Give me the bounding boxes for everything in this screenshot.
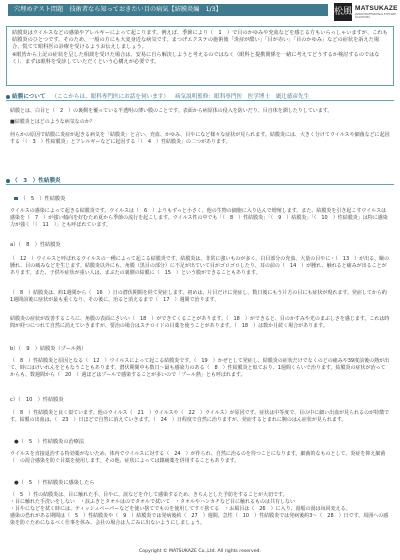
section-title: （ 3 ）性結膜炎 <box>12 178 61 184</box>
section-heading-infectious <box>6 176 61 184</box>
section-dot-icon <box>6 95 10 99</box>
subheading-treatment: ●（ 5 ）性結膜炎の治療法 <box>14 439 85 445</box>
list-item: ・目やになどを拭く時には、ティッシュペーパーなどを使い捨てでものを使用してすぐ捨てる ・お風呂は（ 26 ）に入り、湯船の湯は毎回変える。 <box>10 506 351 512</box>
subheading-a: a）（ 8 ）性結膜炎 <box>10 242 61 248</box>
paragraph: （ 5 ）性の結膜炎は、目に触れた手、目やに、涙などを介して感染するため、きちんとした予防をすることが大切です。 <box>10 492 288 498</box>
viral-intro: ウイルスの感染によって起きる結膜炎です。ウイルスは（ 6 ）よりもずっと小さく、他の生物の細胞に入り込んで増殖します。また、結膜炎を引き起こすウイルスは感染を（ 7 ）が強い傾向を好むため夏から季節の流行を起こします。ウイルス性の中でも「（ 8 ）性結膜炎」「（ 9 ）結膜炎」「（ 10 ）性結膜炎」は特に感染力が強く「（ 11 ）」とも呼ばれています。 <box>10 208 388 228</box>
paragraph-b1: （ 8 ）性結膜炎と原因となる（ 12 ）ウイルスによって起こる結膜炎です。（ 19 ）かぜとして発症し、結膜炎の症状だけでなくのどの痛みや39度前後の熱が出て、時にはけいれんをともなうこともあります。潜伏期間中も数日〜最も感染力のある（ 8 ）性結膜炎と似ており、1週間くらいで治ります。結膜炎の症状が治ってからも、数週間から（ 20 ）週ほどはプールで感染することが多いので「プール熱」とも呼ばれます。 <box>10 358 390 378</box>
footer-copyright: Copyright © MATSUKAZE Co.,Ltd. All rights reserved. <box>139 549 261 554</box>
brand-name: MATSUKAZE <box>355 5 398 12</box>
brand-subtitle: JAPAN PROFESSIONAL EYECARE SOLUTIONS <box>355 13 396 20</box>
intro-paragraph: 結膜炎はウイルスなどの感染やアレルギーによって起こります。例えば、季節により（ 1 ）で目のかゆみや充血などを感じる方もいらっしゃいますが、これも結膜炎のひとつです。そのため、一般の方にも大変身近な病気です。まつげエクステの施術後「炎症が酷い」「目が赤い」「目のかゆみ」などの症状を訴えた場合、慌てて眼科医の診療を受けるようお伝えしましょう。 <box>12 30 388 50</box>
page-title: 穴埋めテスト問題 技術者なら知っておきたい目の病気【結膜炎編 1/3】 <box>8 4 328 16</box>
paragraph-a3: 結膜炎の症状が改善するころに、角膜の表面にさいい（ 18 ）ができてくることがあります。（ 18 ）ができると、目のかすみや光のまぶしさを感じます。これは時間が経つにつれて自然に消えていきますが、要治の場合はステロイドの目薬を使うことがあります。（ 18 ）は数か月続く場合があります。 <box>10 316 390 329</box>
paragraph: 感染の恐れがある期間は（ 5 ）性結膜炎や（ 9 ）結膜炎では発病後約（ 27 ）週間、急性（ 10 ）性結膜炎では発病後約3〜（ 28 ）日です。周囲への感染を防ぐためになるべく仕事を休み、会社の場合は人ごみに出ないようにしましょう。 <box>10 513 389 526</box>
square-bullet-icon <box>14 197 18 201</box>
section-title: 結膜について <box>12 94 46 100</box>
brand-logo: 松風 <box>334 3 352 21</box>
section-doctor: 病気説明監修：眼科専門医 医学博士 廣辻徳彦先生 <box>174 94 310 100</box>
section-divider <box>6 184 394 185</box>
list-item: ・目に触れた手洗いをしない ・涙ふきとタオルはのでタオルで拭いて ・タオルやハンカチなど目に触れるものは共有しない <box>10 499 296 505</box>
paragraph: 結膜とは、白目と（ 2 ）の裏側を覆っている半透明の薄い膜のことです。表面から病原体の侵入を防いだり、目自体を潤したりしています。 <box>10 108 333 114</box>
question-heading: ■結膜炎とはどのような病気なのか？ <box>10 119 95 125</box>
intro-note: ※眼皆から上記の症状を呈した相談を受けた場合は、安易に自ら解決しようと考えるのではなく（眼科と提携関係を一緒に考えてどうするか検討するのではなく）、まずは眼科を受診していただくという心構えが必要です。 <box>12 52 380 65</box>
subheading-viral <box>14 195 65 202</box>
prevention-text <box>10 492 390 527</box>
subheading-c: c）（ 10 ）性結膜炎 <box>10 397 64 403</box>
paragraph-a2: （ 8 ）結膜炎は、約1週間から（ 16 ）日の潜伏期間を経て発症します。初めは、片目だけに発症し、数日後にもう片方の目にも症状が現れます。発症してから約1週間前後に症状が最も重くなり、その後に、治ると消えるまで（ 17 ）週間で治ります。 <box>10 290 387 303</box>
paragraph-treatment: ウイルスを直接退治する特効薬がないため、体内でウイルスに対する（ 24 ）が作られ、自然に治るのを待つことになります。細菌的なものとして、炎症を抑え細菌（ の混合感染を防ぐ目薬を使用します。その他、症状によっては鎮痛薬を併用することもあります。 <box>10 451 386 464</box>
section-note: （ここからは、眼科専門医にお話を伺います） <box>51 94 169 100</box>
intro-box <box>6 26 394 86</box>
subheading-prevention: ●（ 5 ）性結膜炎に感染したら <box>14 480 95 486</box>
conjunctiva-text <box>10 108 390 146</box>
paragraph: 何らかの原因で結膜に炎症が起きる病気を「結膜炎」と言い、充血、かゆみ、目やになど様々な症状が見られます。結膜炎には、大きく分けてウイルスや細菌などに起因する「（ 3 ）性結膜炎」とアレルギーなどに起因する「（ 4 ）性結膜炎」の二つがあります。 <box>10 132 390 145</box>
subheading-b: b）（ 9 ）結膜炎（プール熱） <box>10 346 87 352</box>
paragraph-c1: （ 8 ）性結膜炎と良く似ています。他のウイルス（ 21 ）ウイルスや（ 22 ）ウイルス）が原因です。症状は中等度で、目の中に細い出血が見られるのが特徴です。結膜の出血は、（ 23 ）日ほどで自然に消えていきます。（ 24 ）日程度で自然に治りますが、発症するとまれに腕のはん症状が見られます。 <box>10 410 390 423</box>
section-divider <box>6 100 394 101</box>
subheading-text: （ 5 ）性結膜炎 <box>20 196 66 202</box>
section-heading-conjunctiva <box>6 92 309 100</box>
paragraph-a1: （ 12 ）ウイルスと呼ばれるウイルスの一種によって起こる結膜炎です。結膜炎は、非常に強いものが多く、白目部分の充血、大量の目やに・（ 13 ）が出る、瞼の腫れ、目の痛みなどを生じます。結膜炎以外にも、角膜（黒目の部分）に不足が出ていて目がゴロゴロしたり、耳の前の（ 14 ）が腫れ、触れると痛みが出ることがあります。また、子供や症状が重い人は、まぶたの裏側の結膜に（ 15 ）という膜ができることもあります。 <box>10 256 390 276</box>
section-dot-icon <box>6 179 10 183</box>
